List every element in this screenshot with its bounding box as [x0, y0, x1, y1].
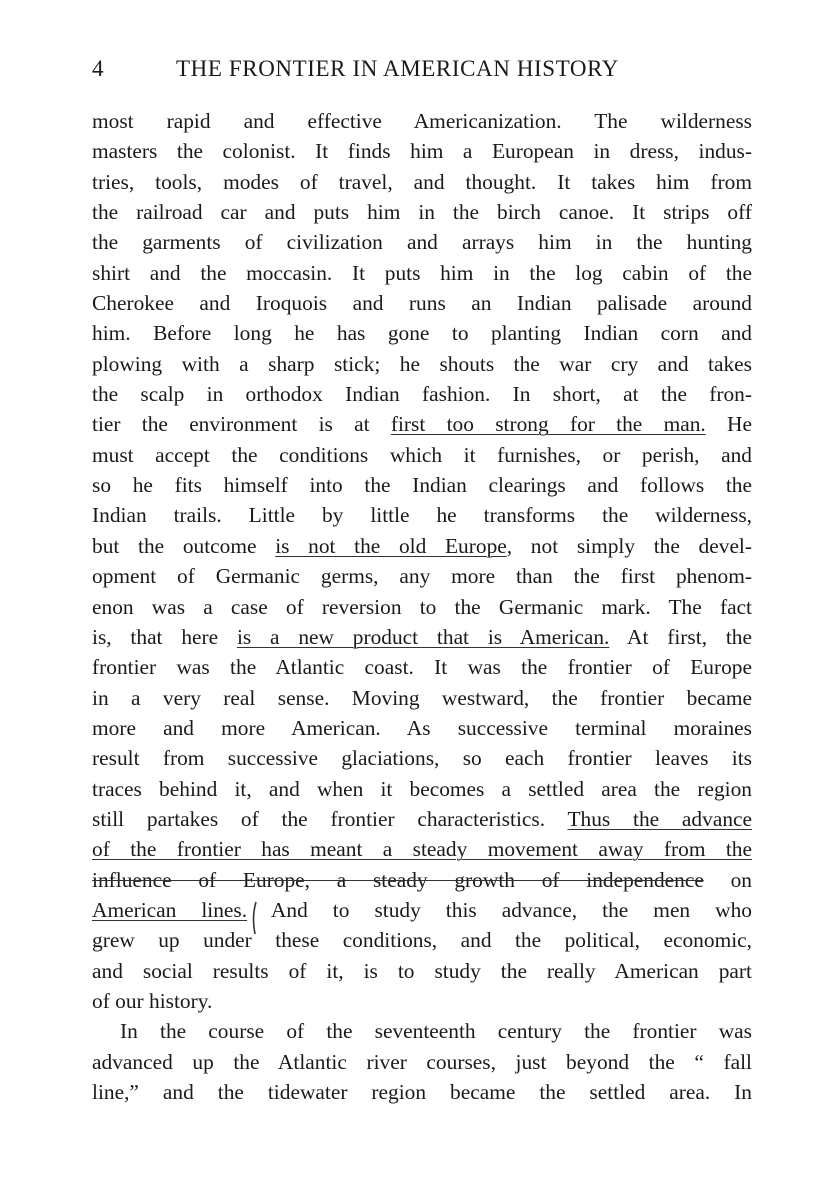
text-line: shirt and the moccasin. It puts him in the log cabin of the	[92, 260, 752, 285]
text-line: masters the colonist. It finds him a European in dress, indus-	[92, 139, 752, 164]
text-segment: He	[705, 412, 752, 437]
text-line: plowing with a sharp stick; he shouts the war cry and takes	[92, 351, 752, 376]
underlined-struck-phrase: influence of Europe, a steady growth of independence	[92, 867, 704, 892]
text-line	[92, 804, 752, 834]
text-line: so he fits himself into the Indian clearings and follows the	[92, 473, 752, 498]
text-line: line,” and the tidewater region became the settled area. In	[92, 1080, 752, 1104]
text-line: traces behind it, and when it becomes a settled area the region	[92, 776, 752, 801]
underlined-phrase: American lines.	[92, 897, 248, 922]
text-line: grew up under these conditions, and the political, economic,	[92, 928, 752, 953]
text-segment: , not simply the devel-	[506, 533, 753, 558]
text-line: and social results of it, is to study the really American part	[92, 958, 752, 983]
paragraph-2	[92, 1016, 752, 1107]
text-segment: still partakes of the frontier characteristics.	[92, 806, 568, 831]
underlined-phrase: is not the old Europe	[275, 533, 507, 558]
text-line: Cherokee and Iroquois and runs an Indian palisade around	[92, 291, 752, 316]
text-line	[92, 409, 752, 439]
underlined-phrase: Thus the advance	[567, 806, 752, 831]
text-line: In the course of the seventeenth century the frontier was	[120, 1019, 752, 1044]
text-line: him. Before long he has gone to planting Indian corn and	[92, 321, 752, 346]
text-line: frontier was the Atlantic coast. It was the frontier of Europe	[92, 655, 752, 680]
underlined-phrase: is a new product that is American.	[236, 624, 610, 649]
text-line: the railroad car and puts him in the birch canoe. It strips off	[92, 200, 752, 225]
text-segment: And to study this advance, the men who	[247, 897, 752, 922]
text-line: enon was a case of reversion to the Germanic mark. The fact	[92, 594, 752, 619]
body-text	[92, 106, 752, 1107]
text-segment: on	[703, 867, 752, 892]
underlined-phrase: first too strong for the man.	[390, 412, 706, 437]
page-number: 4	[92, 56, 105, 81]
text-line	[92, 865, 752, 895]
text-line	[92, 834, 752, 864]
text-line: must accept the conditions which it furnishes, or perish, and	[92, 442, 752, 467]
text-line: Indian trails. Little by little he transforms the wilderness,	[92, 503, 752, 528]
paragraph-1	[92, 106, 752, 1016]
running-head: THE FRONTIER IN AMERICAN HISTORY	[176, 56, 620, 81]
text-line: more and more American. As successive terminal moraines	[92, 715, 752, 740]
text-line: advanced up the Atlantic river courses, just beyond the “ fall	[92, 1049, 752, 1074]
text-line	[92, 622, 752, 652]
text-line: in a very real sense. Moving westward, the frontier became	[92, 685, 752, 710]
text-line: result from successive glaciations, so each frontier leaves its	[92, 746, 752, 771]
text-segment: At first, the	[609, 624, 752, 649]
text-segment: but the outcome	[92, 533, 276, 558]
book-page	[92, 52, 752, 1107]
text-line: the garments of civilization and arrays him in the hunting	[92, 230, 752, 255]
text-line: tries, tools, modes of travel, and thought. It takes him from	[92, 169, 752, 194]
underlined-phrase: of the frontier has meant a steady movement away from the	[92, 837, 752, 862]
text-line: the scalp in orthodox Indian fashion. In short, at the fron-	[92, 382, 752, 407]
text-line: opment of Germanic germs, any more than the first phenom-	[92, 564, 752, 589]
text-line: of our history.	[92, 988, 213, 1013]
text-line	[92, 531, 752, 561]
text-line: most rapid and effective Americanization. The wilderness	[92, 109, 752, 133]
text-line	[92, 895, 752, 925]
page-header	[92, 52, 752, 86]
text-segment: is, that here	[92, 624, 237, 649]
text-segment: tier the environment is at	[92, 412, 391, 437]
